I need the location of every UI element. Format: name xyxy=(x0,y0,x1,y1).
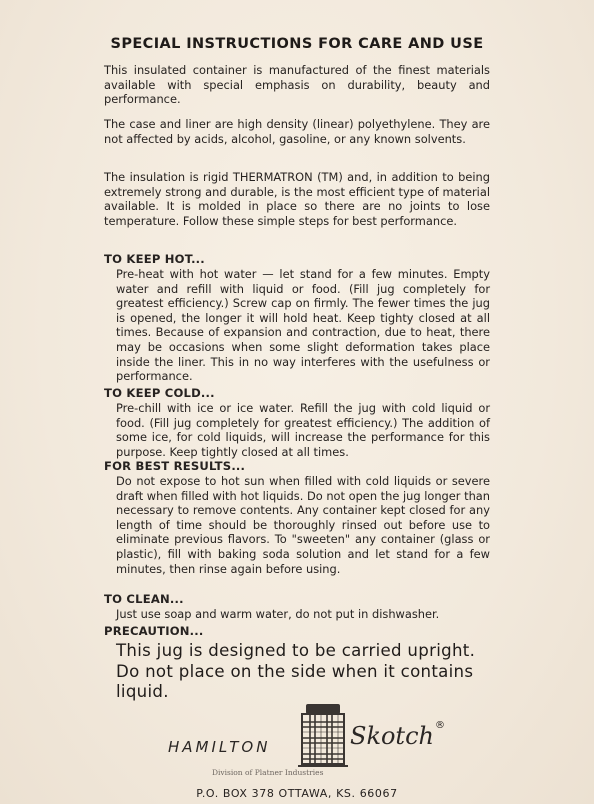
mailing-address: P.O. BOX 378 OTTAWA, KS. 66067 xyxy=(196,787,398,800)
keep-cold-heading: TO KEEP COLD... xyxy=(104,386,215,400)
logo-skotch-script: Skotch xyxy=(350,722,434,750)
hamilton-skotch-logo xyxy=(160,702,460,782)
best-results-body: Do not expose to hot sun when filled with cold liquids or severe draft when filled with hot liquids. Do not open the jug longer than necessary to remove contents. Any container kept closed for any length of time should be thoroughly rinsed out before use to eliminate previous flavors. To "sweeten" any container (glass or plastic), fill with baking soda solution and let stand for a few minutes, then rinse again before using. xyxy=(116,474,490,576)
registered-mark: ® xyxy=(435,720,445,731)
intro-paragraph-1: This insulated container is manufactured of the finest materials available with special emphasis on durability, beauty and performance. xyxy=(104,63,490,107)
precaution-body: This jug is designed to be carried upright. Do not place on the side when it contains liquid. xyxy=(116,641,476,701)
keep-cold-body: Pre-chill with ice or ice water. Refill the jug with cold liquid or food. (Fill jug completely for greatest efficiency.) The addition of some ice, for cold liquids, will increase the performance for this purpose. Keep tightly closed at all times. xyxy=(116,401,490,459)
keep-hot-heading: TO KEEP HOT... xyxy=(104,252,205,266)
precaution-heading: PRECAUTION... xyxy=(104,624,204,638)
logo-division-line: Division of Platner Industries xyxy=(212,768,324,777)
logo-hamilton-text: HAMILTON xyxy=(168,738,271,756)
page-title: SPECIAL INSTRUCTIONS FOR CARE AND USE xyxy=(110,36,484,52)
best-results-heading: FOR BEST RESULTS... xyxy=(104,459,246,473)
clean-heading: TO CLEAN... xyxy=(104,592,184,606)
plaid-jug-icon xyxy=(298,702,348,768)
intro-paragraph-3: The insulation is rigid THERMATRON (TM) and, in addition to being extremely strong and durable, is the most efficient type of material available. It is molded in place so there are no joints to lose temperature. Follow these simple steps for best performance. xyxy=(104,170,490,228)
keep-hot-body: Pre-heat with hot water — let stand for a few minutes. Empty water and refill with liquid or food. (Fill jug completely for greatest efficiency.) Screw cap on firmly. The fewer times the jug is opened, the longer it will hold heat. Keep tighty closed at all times. Because of expansion and contraction, due to heat, there may be occasions when some slight deformation takes place inside the liner. This in no way interferes with the usefulness or performance. xyxy=(116,267,490,384)
intro-paragraph-2: The case and liner are high density (linear) polyethylene. They are not affected by acids, alcohol, gasoline, or any known solvents. xyxy=(104,117,490,146)
clean-body: Just use soap and warm water, do not put in dishwasher. xyxy=(116,607,440,621)
